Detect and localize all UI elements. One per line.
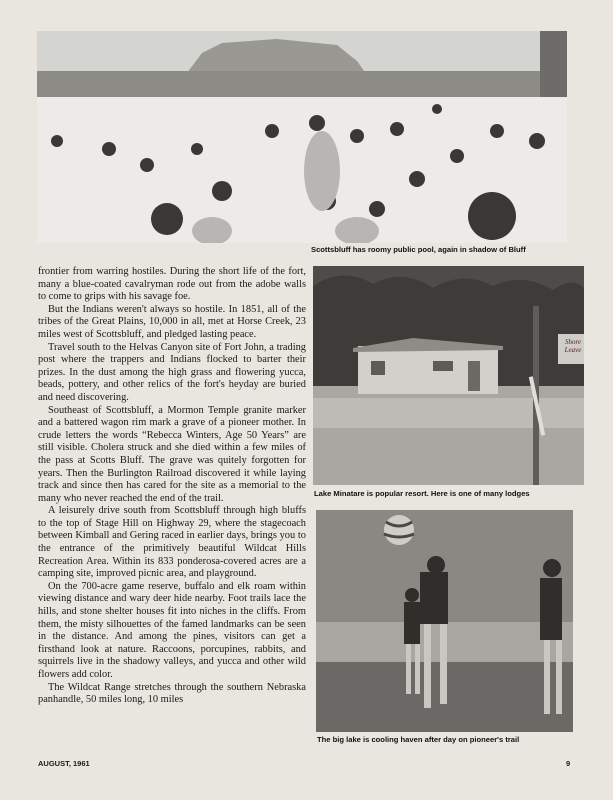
beach-photo xyxy=(316,510,573,732)
paragraph-5: A leisurely drive south from Scottsbluff through high bluffs to the top of Stage Hill on Highway 29, where the stagecoach between Kimball and Gering raced in earlier days, brings you to the entrance of the primitively beautiful Wildcat Hills Recreation Area. Within its 833 ponderosa-covered acres are a camping site, improved picnic area, and playground. xyxy=(38,505,306,580)
lodge-photo xyxy=(313,266,584,485)
paragraph-7: The Wildcat Range stretches through the southern Nebraska panhandle, 50 miles long, 10 miles xyxy=(38,681,306,706)
lodge-scene xyxy=(313,266,584,485)
paragraph-3: Travel south to the Helvas Canyon site of Fort John, a trading post where the trappers and Indians flocked to barter their prizes. In the dust among the high grass and flowering yucca, beads, pottery, and other relics of the fort's heyday are buried and need discovering. xyxy=(38,341,306,403)
paragraph-4: Southeast of Scottsbluff, a Mormon Temple granite marker and a battered wagon rim mark a grave of a pioneer mother. In crude letters the words “Rebecca Winters, Age 50 Years” are still visible. Cholera struck and she died within a few miles of the pass at Scotts Bluff. The grave was quitely forgotten for years. Then the Burlington Railroad discovered it while laying track and since then has cared for the site as a memorial to the many who never reached the end of the trail. xyxy=(38,404,306,504)
sign-line-1: Shore xyxy=(564,338,582,346)
lake-caption: Lake Minatare is popular resort. Here is one of many lodges xyxy=(314,489,530,498)
beach-caption: The big lake is cooling haven after day on pioneer's trail xyxy=(317,735,520,744)
shore-leave-sign xyxy=(560,338,584,354)
pool-photo xyxy=(37,31,567,243)
paragraph-1: frontier from warring hostiles. During the short life of the fort, many a blue-coated cavalryman rode out from the adobe walls to come to grips with his savage foe. xyxy=(38,266,306,303)
sign-line-2: Leave xyxy=(564,346,582,354)
pool-scene xyxy=(37,31,567,243)
paragraph-2: But the Indians weren't always so hostile. In 1851, all of the tribes of the Great Plains, 10,000 in all, met at Horse Creek, 23 miles west of Scottsbluff, and pledged lasting peace. xyxy=(38,303,306,340)
paragraph-6: On the 700-acre game reserve, buffalo and elk roam within viewing distance and wary deer hide nearby. Foot trails lace the hills, and stone shelter houses fit into niches in the cliffs. From them, the misty silhouettes of the famed landmarks can be seen in the distance. And among the pines, visitors can get a firsthand look at nature. Raccoons, porcupines, rabbits, and squirrels live in the shadowy valleys, and yucca and other wild flowers add color. xyxy=(38,580,306,680)
page-number: 9 xyxy=(566,759,571,768)
issue-date: AUGUST, 1961 xyxy=(38,759,90,768)
beach-scene xyxy=(316,510,573,732)
article-body xyxy=(38,266,306,707)
pool-caption: Scottsbluff has roomy public pool, again in shadow of Bluff xyxy=(311,245,526,254)
